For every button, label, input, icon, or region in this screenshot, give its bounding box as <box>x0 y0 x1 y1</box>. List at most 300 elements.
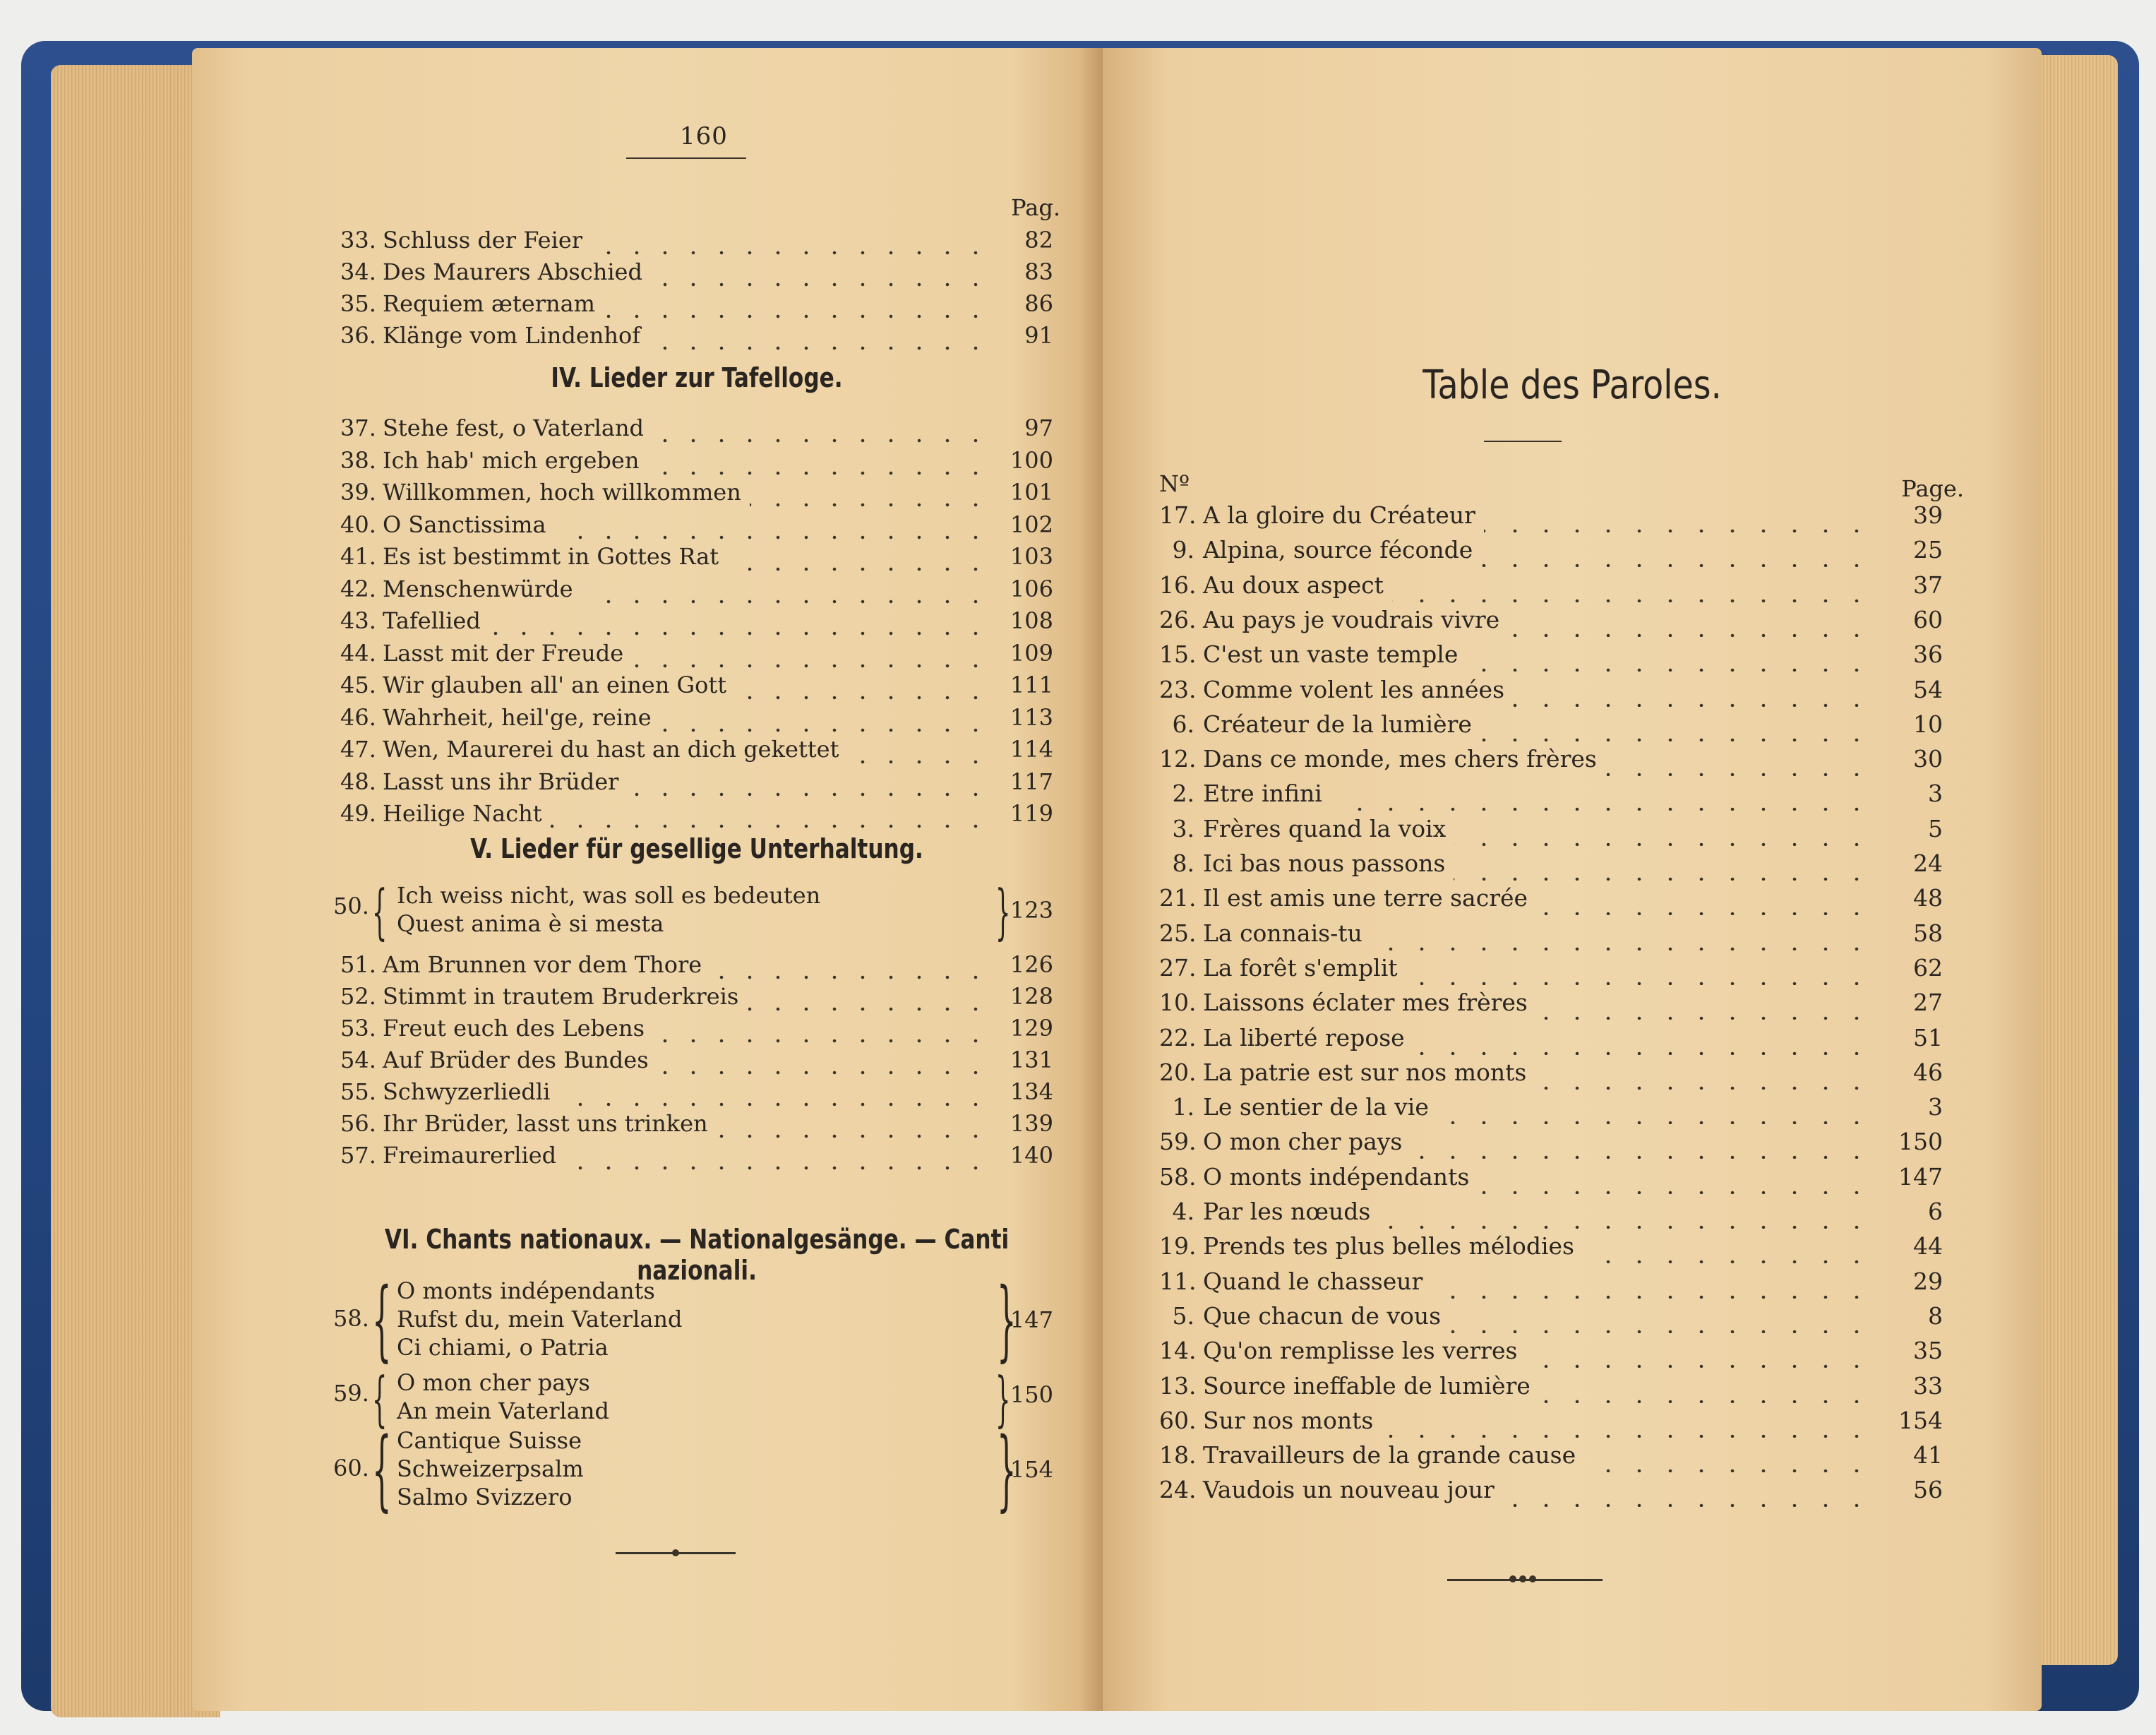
leader-dots <box>1431 1265 1872 1299</box>
index-entry <box>1159 1160 1943 1194</box>
entry-title: Au doux aspect <box>1203 571 1384 599</box>
entry-title: An mein Vaterland <box>397 1397 609 1424</box>
entry-number: 52. <box>340 983 376 1010</box>
leader-dots <box>582 573 990 604</box>
entry-page: 101 <box>1010 479 1053 506</box>
leader-dots <box>1526 1334 1872 1368</box>
section-heading-iv: IV. Lieder zur Tafelloge. <box>551 362 843 393</box>
index-entry <box>1159 777 1943 811</box>
leader-dots <box>1413 1021 1872 1055</box>
entry-title: Le sentier de la vie <box>1203 1093 1429 1121</box>
entry-page: 119 <box>1010 800 1053 827</box>
entry-title: Menschenwürde <box>383 575 573 602</box>
leader-dots <box>1379 1195 1872 1229</box>
leader-dots <box>750 477 990 508</box>
entry-title: Laissons éclater mes frères <box>1203 989 1528 1017</box>
entry-number: 9. <box>1172 536 1194 564</box>
leader-dots <box>565 1140 990 1171</box>
entry-number: 23. <box>1159 675 1197 703</box>
leader-dots <box>735 669 990 700</box>
entry-number: 42. <box>340 575 376 602</box>
entry-number: 14. <box>1159 1337 1197 1365</box>
entry-title: C'est un vaste temple <box>1203 640 1459 669</box>
entry-title: Qu'on remplisse les verres <box>1203 1337 1518 1365</box>
index-entry <box>340 412 1053 443</box>
end-ornament <box>1447 1579 1603 1581</box>
leader-dots <box>1454 812 1872 846</box>
entry-number: 24. <box>1159 1476 1197 1504</box>
entry-title: Des Maurers Abschied <box>383 258 642 285</box>
entry-title: O mon cher pays <box>397 1369 590 1396</box>
entry-title: Wahrheit, heil'ge, reine <box>383 703 652 731</box>
index-entry <box>340 509 1053 540</box>
entry-number: 20. <box>1159 1058 1197 1086</box>
leader-dots <box>1466 638 1872 672</box>
entry-page: 27 <box>1913 989 1943 1017</box>
entry-page: 30 <box>1913 745 1943 773</box>
entry-number: 60. <box>333 1455 369 1481</box>
index-entry <box>340 541 1053 572</box>
left-brace: { <box>372 1419 392 1521</box>
leader-dots <box>1478 1160 1872 1194</box>
index-entry <box>1159 1404 1943 1438</box>
leader-dots <box>1454 847 1872 881</box>
index-entry <box>1159 917 1943 950</box>
entry-page: 10 <box>1913 710 1943 738</box>
right-brace: } <box>995 877 1011 946</box>
index-entry <box>1159 568 1943 602</box>
entry-title: Schluss der Feier <box>383 227 583 254</box>
entry-number: 54. <box>340 1047 376 1073</box>
entry-number: 1. <box>1172 1093 1194 1121</box>
entry-title: Prends tes plus belles mélodies <box>1203 1232 1574 1260</box>
entry-page: 58 <box>1913 919 1943 947</box>
entry-number: 53. <box>340 1015 376 1042</box>
song-group-60 <box>333 1419 1053 1521</box>
index-entry <box>1159 499 1943 532</box>
entry-page: 62 <box>1913 953 1943 982</box>
left-brace: { <box>372 1270 392 1371</box>
entry-page: 147 <box>1010 1306 1053 1333</box>
entry-page: 82 <box>1024 227 1053 254</box>
entry-title: Ich weiss nicht, was soll es bedeuten <box>397 882 821 909</box>
entry-number: 3. <box>1172 814 1194 842</box>
index-entry <box>1159 1229 1943 1263</box>
entry-page: 36 <box>1913 640 1943 669</box>
entry-page: 154 <box>1010 1456 1053 1483</box>
entry-number: 17. <box>1159 501 1197 529</box>
entry-title: La patrie est sur nos monts <box>1203 1058 1527 1086</box>
entry-page: 33 <box>1913 1371 1943 1400</box>
entry-number: 27. <box>1159 953 1197 982</box>
leader-dots <box>1484 499 1872 532</box>
entry-number: 2. <box>1172 780 1194 808</box>
index-entry <box>1159 638 1943 672</box>
entry-title: Stimmt in trautem Bruderkreis <box>383 983 739 1010</box>
entry-number: 6. <box>1172 710 1194 738</box>
entry-page: 37 <box>1913 571 1943 599</box>
entry-page: 39 <box>1913 501 1943 529</box>
entry-page: 117 <box>1010 768 1053 795</box>
leader-dots <box>1539 1369 1872 1403</box>
index-entry <box>340 445 1053 476</box>
leader-dots <box>604 288 990 319</box>
entry-title: O monts indépendants <box>1203 1162 1470 1191</box>
entry-title: Au pays je voudrais vivre <box>1203 605 1500 633</box>
index-entry <box>340 1013 1053 1044</box>
entry-number: 56. <box>340 1110 376 1137</box>
entry-title: Ihr Brüder, lasst uns trinken <box>383 1110 708 1137</box>
entry-number: 57. <box>340 1142 376 1169</box>
leader-dots <box>1331 777 1872 811</box>
index-entry <box>1159 1195 1943 1229</box>
entry-title: Schwyzerliedli <box>383 1078 551 1105</box>
right-brace: } <box>995 1364 1011 1433</box>
left-page <box>192 48 1103 1711</box>
index-entry <box>340 605 1053 636</box>
entry-page: 106 <box>1010 575 1053 602</box>
leader-dots <box>1437 1090 1872 1124</box>
entry-number: 44. <box>340 639 376 667</box>
index-entry <box>1159 1334 1943 1368</box>
entry-title: Ich hab' mich ergeben <box>383 446 640 474</box>
index-entry <box>340 949 1053 980</box>
index-entry <box>1159 1438 1943 1472</box>
entry-page: 128 <box>1010 983 1053 1010</box>
entry-title: Ici bas nous passons <box>1203 849 1446 877</box>
index-entry <box>340 702 1053 733</box>
entry-title: O monts indépendants <box>397 1277 655 1304</box>
leader-dots <box>1382 1404 1872 1438</box>
entry-title: Ci chiami, o Patria <box>397 1334 609 1361</box>
entry-number: 39. <box>340 479 376 506</box>
entry-number: 34. <box>340 258 376 285</box>
index-entry <box>1159 1056 1943 1090</box>
entry-title: La connais-tu <box>1203 919 1363 947</box>
entry-title: Dans ce monde, mes chers frères <box>1203 745 1597 773</box>
page-number: 160 <box>680 122 728 150</box>
index-entry <box>340 256 1053 287</box>
entry-number: 43. <box>340 607 376 634</box>
entry-title: La forêt s'emplit <box>1203 953 1398 982</box>
leader-dots <box>847 734 990 765</box>
index-entry <box>340 798 1053 829</box>
entry-page: 24 <box>1913 849 1943 877</box>
entry-number: 51. <box>340 951 376 978</box>
entry-title: La liberté repose <box>1203 1023 1405 1051</box>
entry-number: 48. <box>340 768 376 795</box>
index-entry <box>1159 1125 1943 1159</box>
entry-number: 58. <box>333 1305 369 1332</box>
entry-page: 46 <box>1913 1058 1943 1086</box>
entry-page: 114 <box>1010 736 1053 763</box>
index-entry <box>1159 533 1943 567</box>
index-entry <box>340 320 1053 351</box>
entry-title: Frères quand la voix <box>1203 814 1447 842</box>
leader-dots <box>1536 881 1872 915</box>
entry-number: 59. <box>1159 1128 1197 1156</box>
leader-dots <box>551 798 990 829</box>
entry-number: 40. <box>340 511 376 538</box>
entry-page: 51 <box>1913 1023 1943 1051</box>
index-entry <box>1159 1265 1943 1299</box>
entry-page: 41 <box>1913 1441 1943 1469</box>
leader-dots <box>1406 951 1872 985</box>
entry-number: 36. <box>340 322 376 349</box>
page-title: Table des Paroles. <box>1423 362 1722 408</box>
song-group-58 <box>333 1270 1053 1371</box>
entry-page: 35 <box>1913 1337 1943 1365</box>
entry-title: Salmo Svizzero <box>397 1484 573 1510</box>
index-entry <box>1159 951 1943 985</box>
entry-title: Es ist bestimmt in Gottes Rat <box>383 543 719 570</box>
entry-number: 41. <box>340 543 376 570</box>
index-entry <box>340 1044 1053 1075</box>
leader-dots <box>1481 533 1872 567</box>
entry-title: Requiem æternam <box>383 290 596 317</box>
leader-dots <box>1449 1299 1872 1333</box>
entry-title: Auf Brüder des Bundes <box>383 1047 649 1073</box>
entry-page: 150 <box>1898 1128 1943 1156</box>
entry-page: 147 <box>1898 1162 1943 1191</box>
entry-title: Vaudois un nouveau jour <box>1203 1476 1495 1504</box>
leader-dots <box>632 638 990 669</box>
entry-title: Stehe fest, o Vaterland <box>383 415 645 441</box>
entry-title: Am Brunnen vor dem Thore <box>383 951 702 978</box>
entry-number: 5. <box>1172 1301 1194 1330</box>
entry-title: Il est amis une terre sacrée <box>1203 884 1528 912</box>
index-entry <box>1159 1090 1943 1124</box>
entry-page: 123 <box>1010 897 1053 924</box>
entry-number: 10. <box>1159 989 1197 1017</box>
left-brace: { <box>372 877 388 946</box>
entry-number: 26. <box>1159 605 1197 633</box>
entry-title: Travailleurs de la grande cause <box>1203 1441 1576 1469</box>
entry-title: Willkommen, hoch willkommen <box>383 479 741 506</box>
index-entry <box>1159 1299 1943 1333</box>
entry-number: 58. <box>1159 1162 1197 1191</box>
entry-page: 5 <box>1928 814 1943 842</box>
entry-page: 44 <box>1913 1232 1943 1260</box>
entry-number: 21. <box>1159 884 1197 912</box>
leader-dots <box>1535 1056 1872 1090</box>
entry-title: Schweizerpsalm <box>397 1455 584 1482</box>
entry-number: 45. <box>340 672 376 698</box>
index-entry <box>1159 742 1943 776</box>
entry-number: 49. <box>340 800 376 827</box>
right-page <box>1103 48 2042 1711</box>
page-column-header: Pag. <box>1011 194 1060 221</box>
index-entry <box>1159 1021 1943 1055</box>
entry-page: 129 <box>1010 1015 1053 1042</box>
leader-dots <box>1583 1229 1872 1263</box>
leader-dots <box>1480 708 1872 741</box>
entry-page: 91 <box>1024 322 1053 349</box>
entry-page: 56 <box>1913 1476 1943 1504</box>
entry-page: 54 <box>1913 675 1943 703</box>
entry-page: 25 <box>1913 536 1943 564</box>
entry-title: Alpina, source féconde <box>1203 536 1473 564</box>
entry-title: O mon cher pays <box>1203 1128 1403 1156</box>
entry-title: Tafellied <box>383 607 481 634</box>
entry-title: Quand le chasseur <box>1203 1267 1423 1295</box>
entry-title: Wir glauben all' an einen Gott <box>383 672 727 698</box>
entry-number: 37. <box>340 415 376 441</box>
index-entry <box>1159 812 1943 846</box>
title-rule <box>1484 441 1562 442</box>
entry-title: Freut euch des Lebens <box>383 1015 645 1042</box>
entry-title: Rufst du, mein Vaterland <box>397 1306 683 1332</box>
entry-page: 150 <box>1010 1381 1053 1408</box>
entry-number: 38. <box>340 446 376 474</box>
song-group-59 <box>333 1364 1053 1433</box>
index-entry <box>340 477 1053 508</box>
leader-dots <box>1503 1473 1872 1507</box>
entry-number: 18. <box>1159 1441 1197 1469</box>
leader-dots <box>555 509 990 540</box>
entry-number: 8. <box>1172 849 1194 877</box>
index-entry <box>340 573 1053 604</box>
entry-number: 22. <box>1159 1023 1197 1051</box>
page-column-header: Page. <box>1901 475 1964 502</box>
entry-number: 11. <box>1159 1267 1197 1295</box>
entry-number: 13. <box>1159 1371 1197 1400</box>
page-number-rule <box>626 157 746 159</box>
entry-title: Etre infini <box>1203 780 1322 808</box>
index-entry <box>1159 881 1943 915</box>
entry-page: 29 <box>1913 1267 1943 1295</box>
right-brace: } <box>997 1270 1017 1371</box>
leader-dots <box>710 949 990 980</box>
entry-page: 103 <box>1010 543 1053 570</box>
entry-title: Créateur de la lumière <box>1203 710 1472 738</box>
leader-dots <box>657 1044 990 1075</box>
entry-page: 8 <box>1928 1301 1943 1330</box>
entry-number: 47. <box>340 736 376 763</box>
entry-page: 126 <box>1010 951 1053 978</box>
entry-title: Lasst mit der Freude <box>383 639 624 667</box>
index-entry <box>1159 603 1943 637</box>
entry-page: 102 <box>1010 511 1053 538</box>
index-entry <box>340 225 1053 256</box>
end-ornament <box>616 1552 736 1554</box>
leader-dots <box>727 541 990 572</box>
entry-number: 4. <box>1172 1198 1194 1225</box>
entry-page: 60 <box>1913 605 1943 633</box>
leader-dots <box>1371 917 1872 950</box>
entry-page: 48 <box>1913 884 1943 912</box>
index-entry <box>340 1076 1053 1107</box>
entry-number: 12. <box>1159 745 1197 773</box>
index-entry <box>340 1108 1053 1139</box>
section-heading-v: V. Lieder für gesellige Unterhaltung. <box>470 833 923 864</box>
entry-page: 111 <box>1010 672 1053 698</box>
entry-title: O Sanctissima <box>383 511 546 538</box>
entry-title: Klänge vom Lindenhof <box>383 322 641 349</box>
leader-dots <box>1411 1125 1872 1159</box>
leader-dots <box>1605 742 1872 776</box>
index-entry <box>1159 847 1943 881</box>
entry-page: 3 <box>1928 780 1943 808</box>
entry-title: Heilige Nacht <box>383 800 542 827</box>
entry-number: 15. <box>1159 640 1197 669</box>
entry-title: Sur nos monts <box>1203 1406 1374 1434</box>
right-brace: } <box>997 1419 1017 1521</box>
entry-page: 83 <box>1024 258 1053 285</box>
index-entry <box>340 981 1053 1012</box>
leader-dots <box>1508 603 1872 637</box>
index-entry <box>340 734 1053 765</box>
index-entry <box>1159 1369 1943 1403</box>
entry-number: 19. <box>1159 1232 1197 1260</box>
leader-dots <box>717 1108 990 1139</box>
leader-dots <box>489 605 990 636</box>
entry-page: 131 <box>1010 1047 1053 1073</box>
leader-dots <box>1584 1438 1872 1472</box>
entry-page: 108 <box>1010 607 1053 634</box>
index-entry <box>340 1140 1053 1171</box>
leader-dots <box>591 225 990 256</box>
index-entry <box>340 288 1053 319</box>
entry-number: 25. <box>1159 919 1197 947</box>
leader-dots <box>651 256 990 287</box>
entry-title: Quest anima è si mesta <box>397 910 664 937</box>
index-entry <box>1159 1473 1943 1507</box>
entry-page: 109 <box>1010 639 1053 667</box>
entry-page: 100 <box>1010 446 1053 474</box>
entry-number: 46. <box>340 703 376 731</box>
entry-number: 55. <box>340 1078 376 1105</box>
left-brace: { <box>372 1364 388 1433</box>
entry-page: 140 <box>1010 1142 1053 1169</box>
index-entry <box>340 638 1053 669</box>
entry-title: Que chacun de vous <box>1203 1301 1442 1330</box>
entry-page: 154 <box>1898 1406 1943 1434</box>
leader-dots <box>627 766 990 797</box>
leader-dots <box>1536 986 1872 1020</box>
entry-page: 134 <box>1010 1078 1053 1105</box>
index-entry <box>340 669 1053 700</box>
leader-dots <box>653 1013 990 1044</box>
section-heading-vi: VI. Chants nationaux. — Nationalgesänge. — Canti nazionali. <box>384 1224 1010 1286</box>
index-entry <box>1159 708 1943 741</box>
leader-dots <box>652 412 990 443</box>
entry-title: A la gloire du Créateur <box>1203 501 1475 529</box>
index-entry <box>1159 673 1943 707</box>
entry-title: Comme volent les années <box>1203 675 1505 703</box>
song-group-50 <box>333 877 1053 946</box>
leader-dots <box>660 702 990 733</box>
index-entry <box>340 766 1053 797</box>
leader-dots <box>1513 673 1872 707</box>
number-column-header: Nº <box>1159 470 1190 497</box>
entry-number: 33. <box>340 227 376 254</box>
entry-number: 60. <box>1159 1406 1197 1434</box>
leader-dots <box>1392 568 1872 602</box>
entry-page: 113 <box>1010 703 1053 731</box>
entry-page: 86 <box>1024 290 1053 317</box>
leader-dots <box>558 1076 990 1107</box>
entry-number: 16. <box>1159 571 1197 599</box>
entry-page: 139 <box>1010 1110 1053 1137</box>
entry-page: 3 <box>1928 1093 1943 1121</box>
entry-title: Lasst uns ihr Brüder <box>383 768 619 795</box>
index-entry <box>1159 986 1943 1020</box>
entry-title: Wen, Maurerei du hast an dich gekettet <box>383 736 839 763</box>
leader-dots <box>647 445 990 476</box>
leader-dots <box>747 981 990 1012</box>
leader-dots <box>649 320 990 351</box>
